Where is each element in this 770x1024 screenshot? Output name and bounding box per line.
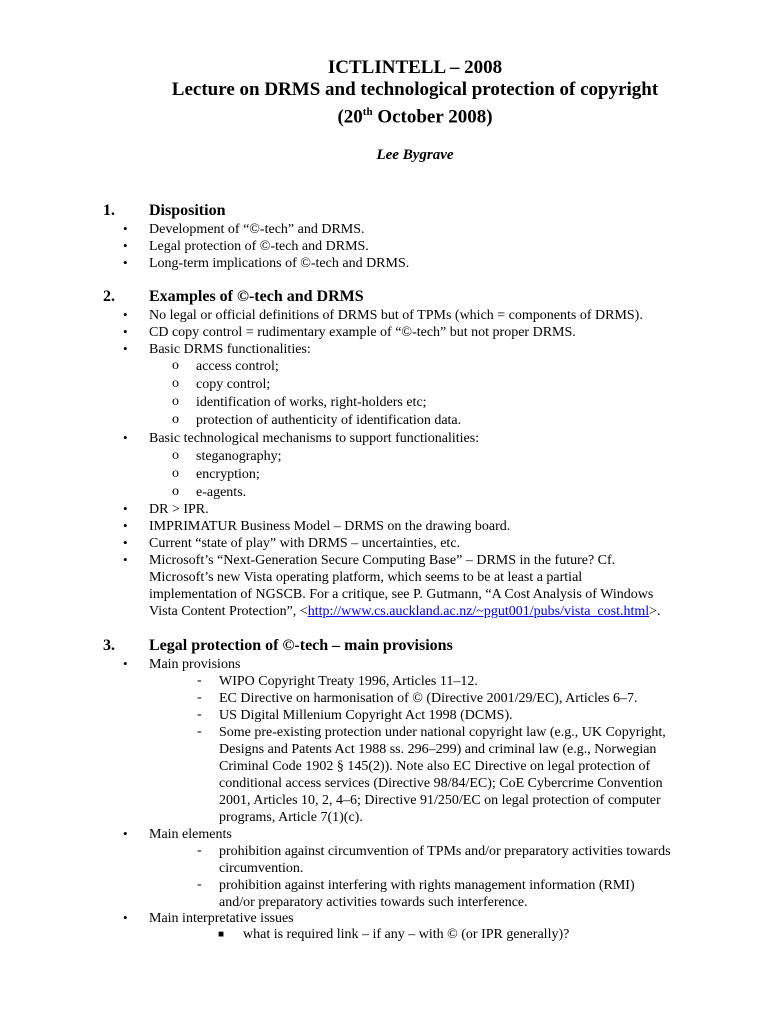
list-item-line: Vista Content Protection”, <http://www.cs.auckland.ac.nz/~pgut001/pubs/vista_cost.html>.	[149, 604, 661, 619]
list-item: Main provisions	[149, 657, 241, 672]
bullet: •	[123, 910, 128, 925]
sub-list-item: identification of works, right-holders etc;	[196, 395, 427, 410]
sub-list-item: encryption;	[196, 467, 260, 482]
bullet: •	[123, 826, 128, 841]
sub-list-item: e-agents.	[196, 485, 247, 500]
sub-list-item: WIPO Copyright Treaty 1996, Articles 11–12.	[219, 674, 478, 689]
title-line-3: (20th October 2008)	[337, 106, 493, 128]
sub-list-item-line: programs, Article 7(1)(c).	[219, 810, 363, 825]
bullet: •	[123, 307, 128, 322]
list-item: Main elements	[149, 827, 232, 842]
sub-list-item: protection of authenticity of identification data.	[196, 413, 462, 428]
bullet: •	[123, 221, 128, 236]
section-1-number: 1.	[103, 202, 115, 219]
sub-list-item-line: prohibition against interfering with rights management information (RMI)	[219, 878, 635, 893]
sub-list-item: copy control;	[196, 377, 271, 392]
bullet: •	[123, 535, 128, 550]
section-2-title: Examples of ©-tech and DRMS	[149, 288, 364, 305]
sub-list-item-line: Designs and Patents Act 1988 ss. 296–299) and criminal law (e.g., Norwegian	[219, 742, 657, 757]
section-2-number: 2.	[103, 288, 115, 305]
o-bullet: o	[172, 412, 179, 427]
list-item: Legal protection of ©-tech and DRMS.	[149, 239, 369, 254]
list-item-line: Microsoft’s “Next-Generation Secure Computing Base” – DRMS in the future? Cf.	[149, 553, 616, 568]
list-item-line: implementation of NGSCB. For a critique, see P. Gutmann, “A Cost Analysis of Windows	[149, 587, 654, 602]
section-3-title: Legal protection of ©-tech – main provisions	[149, 637, 453, 654]
sub-list-item: EC Directive on harmonisation of © (Directive 2001/29/EC), Articles 6–7.	[219, 691, 638, 706]
sub-list-item-line: Some pre-existing protection under national copyright law (e.g., UK Copyright,	[219, 725, 666, 740]
list-item: Development of “©-tech” and DRMS.	[149, 222, 365, 237]
dash: -	[197, 843, 202, 858]
list-item: DR > IPR.	[149, 502, 209, 517]
square-bullet: ■	[218, 929, 225, 940]
dash: -	[197, 707, 202, 722]
sub-list-item: US Digital Millenium Copyright Act 1998 (DCMS).	[219, 708, 513, 723]
section-3-number: 3.	[103, 637, 115, 654]
vista-cost-link[interactable]: http://www.cs.auckland.ac.nz/~pgut001/pubs/vista_cost.html	[307, 604, 650, 619]
sub-list-item: access control;	[196, 359, 279, 374]
list-item: Basic DRMS functionalities:	[149, 342, 311, 357]
o-bullet: o	[172, 484, 179, 499]
sub-list-item: steganography;	[196, 449, 282, 464]
bullet: •	[123, 341, 128, 356]
dash: -	[197, 724, 202, 739]
bullet: •	[123, 552, 128, 567]
dash: -	[197, 690, 202, 705]
section-1-title: Disposition	[149, 202, 226, 219]
sub-list-item: what is required link – if any – with © (or IPR generally)?	[243, 927, 570, 942]
sub-list-item-line: circumvention.	[219, 861, 304, 876]
list-item: CD copy control = rudimentary example of “©-tech” but not proper DRMS.	[149, 325, 576, 340]
list-item: Basic technological mechanisms to support functionalities:	[149, 431, 480, 446]
list-item: Long-term implications of ©-tech and DRMS.	[149, 256, 410, 271]
sub-list-item-line: and/or preparatory activities towards such interference.	[219, 895, 528, 910]
list-item: Main interpretative issues	[149, 911, 294, 926]
title-line-2: Lecture on DRMS and technological protection of copyright	[171, 79, 659, 100]
sub-list-item-line: Criminal Code 1902 § 145(2)). Note also EC Directive on legal protection of	[219, 759, 651, 774]
bullet: •	[123, 518, 128, 533]
o-bullet: o	[172, 376, 179, 391]
author: Lee Bygrave	[376, 147, 454, 163]
sub-list-item-line: 2001, Articles 10, 2, 4–6; Directive 91/250/EC on legal protection of computer	[219, 793, 661, 808]
list-item: No legal or official definitions of DRMS but of TPMs (which = components of DRMS).	[149, 308, 643, 323]
bullet: •	[123, 656, 128, 671]
o-bullet: o	[172, 466, 179, 481]
dash: -	[197, 877, 202, 892]
o-bullet: o	[172, 394, 179, 409]
list-item: Current “state of play” with DRMS – uncertainties, etc.	[149, 536, 461, 551]
sub-list-item-line: conditional access services (Directive 98/84/EC); CoE Cybercrime Convention	[219, 776, 663, 791]
o-bullet: o	[172, 358, 179, 373]
list-item: IMPRIMATUR Business Model – DRMS on the drawing board.	[149, 519, 511, 534]
sub-list-item-line: prohibition against circumvention of TPMs and/or preparatory activities towards	[219, 844, 671, 859]
bullet: •	[123, 255, 128, 270]
bullet: •	[123, 238, 128, 253]
bullet: •	[123, 501, 128, 516]
bullet: •	[123, 324, 128, 339]
bullet: •	[123, 430, 128, 445]
title-line-1: ICTLINTELL – 2008	[327, 57, 503, 78]
dash: -	[197, 673, 202, 688]
o-bullet: o	[172, 448, 179, 463]
list-item-line: Microsoft’s new Vista operating platform, which seems to be at least a partial	[149, 570, 583, 585]
